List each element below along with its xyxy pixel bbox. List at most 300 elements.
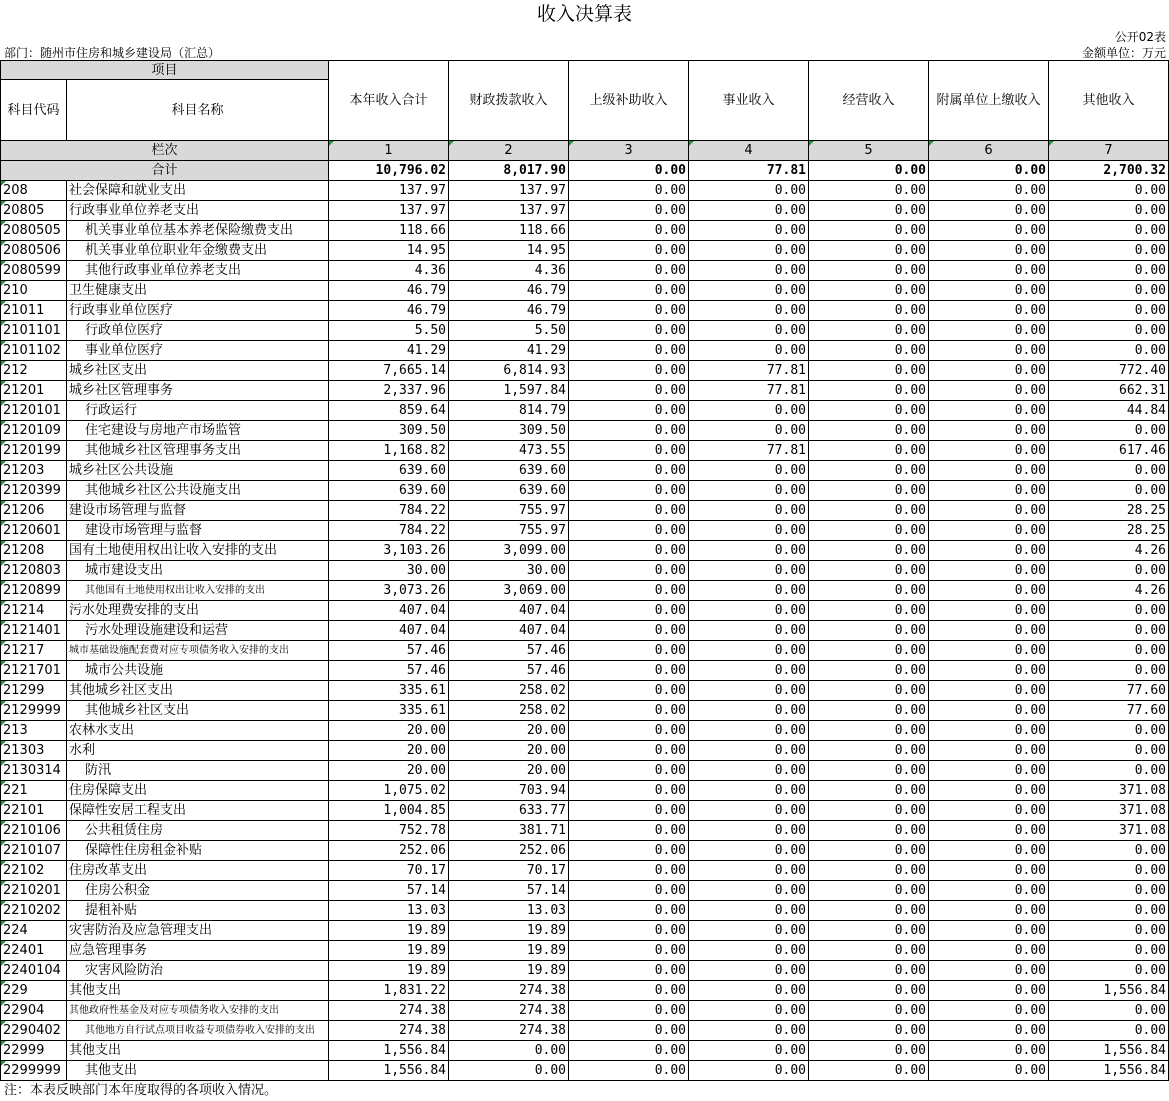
row-value-6: 0.00 [929,721,1049,741]
row-value-6: 0.00 [929,681,1049,701]
row-value-1: 274.38 [329,1021,449,1041]
header-item: 项目 [0,60,329,80]
row-code: 2120803 [0,561,67,581]
header-name: 科目名称 [67,80,329,141]
row-value-5: 0.00 [809,1061,929,1081]
lanci-label: 栏次 [0,141,329,161]
row-value-3: 0.00 [569,501,689,521]
row-value-7: 0.00 [1049,301,1169,321]
row-value-6: 0.00 [929,281,1049,301]
row-value-1: 19.89 [329,941,449,961]
row-value-2: 633.77 [449,801,569,821]
report-title: 收入决算表 [536,3,632,25]
row-value-5: 0.00 [809,1021,929,1041]
row-value-2: 57.46 [449,641,569,661]
row-value-4: 77.81 [689,381,809,401]
cell-marker [1,921,6,926]
row-value-2: 19.89 [449,961,569,981]
cell-marker [1,721,6,726]
row-value-4: 0.00 [689,821,809,841]
row-value-7: 0.00 [1049,1001,1169,1021]
row-value-6: 0.00 [929,701,1049,721]
row-value-2: 3,069.00 [449,581,569,601]
cell-marker [1,861,6,866]
row-value-6: 0.00 [929,221,1049,241]
row-value-4: 0.00 [689,1021,809,1041]
row-value-1: 639.60 [329,481,449,501]
row-value-2: 381.71 [449,821,569,841]
cell-marker [1,621,6,626]
row-value-3: 0.00 [569,401,689,421]
row-value-7: 0.00 [1049,761,1169,781]
cell-marker [1,1061,6,1066]
row-value-4: 0.00 [689,241,809,261]
row-value-4: 0.00 [689,281,809,301]
row-value-7: 0.00 [1049,961,1169,981]
row-value-7: 4.26 [1049,581,1169,601]
row-value-7: 0.00 [1049,181,1169,201]
unit-label: 金额单位：万元 [1081,46,1166,60]
row-value-3: 0.00 [569,861,689,881]
row-value-3: 0.00 [569,641,689,661]
row-value-6: 0.00 [929,1001,1049,1021]
cell-marker [929,141,934,146]
cell-marker [1,541,6,546]
row-value-7: 0.00 [1049,1021,1169,1041]
cell-marker [1,441,6,446]
cell-marker [1,321,6,326]
row-value-3: 0.00 [569,421,689,441]
total-value-6: 0.00 [929,161,1049,181]
cell-marker [1,681,6,686]
row-value-4: 0.00 [689,1061,809,1081]
row-value-4: 0.00 [689,621,809,641]
row-value-4: 0.00 [689,401,809,421]
row-value-7: 0.00 [1049,901,1169,921]
row-name: 城市公共设施 [67,661,329,681]
row-value-6: 0.00 [929,561,1049,581]
row-value-2: 755.97 [449,521,569,541]
row-value-6: 0.00 [929,261,1049,281]
row-value-2: 274.38 [449,1001,569,1021]
row-value-4: 0.00 [689,461,809,481]
row-value-5: 0.00 [809,181,929,201]
row-name: 卫生健康支出 [67,281,329,301]
row-value-3: 0.00 [569,221,689,241]
cell-marker [1,181,6,186]
row-code: 2240104 [0,961,67,981]
row-code: 229 [0,981,67,1001]
row-value-6: 0.00 [929,441,1049,461]
row-value-6: 0.00 [929,421,1049,441]
row-name: 其他国有土地使用权出让收入安排的支出 [67,581,329,601]
row-value-4: 0.00 [689,261,809,281]
row-value-6: 0.00 [929,541,1049,561]
row-value-6: 0.00 [929,181,1049,201]
row-value-5: 0.00 [809,301,929,321]
row-value-1: 335.61 [329,701,449,721]
header-col-4: 事业收入 [689,60,809,141]
row-value-1: 41.29 [329,341,449,361]
total-value-1: 10,796.02 [329,161,449,181]
row-value-6: 0.00 [929,881,1049,901]
row-value-1: 274.38 [329,1001,449,1021]
row-value-5: 0.00 [809,401,929,421]
row-value-1: 639.60 [329,461,449,481]
cell-marker [1,741,6,746]
cell-marker [1,521,6,526]
row-value-5: 0.00 [809,961,929,981]
row-value-3: 0.00 [569,241,689,261]
row-value-4: 0.00 [689,921,809,941]
header-col-6: 附属单位上缴收入 [929,60,1049,141]
header-col-5: 经营收入 [809,60,929,141]
cell-marker [1,581,6,586]
row-value-6: 0.00 [929,821,1049,841]
row-value-7: 0.00 [1049,841,1169,861]
row-value-1: 252.06 [329,841,449,861]
cell-marker [1,701,6,706]
row-value-7: 0.00 [1049,741,1169,761]
row-value-1: 1,075.02 [329,781,449,801]
row-value-3: 0.00 [569,901,689,921]
total-value-7: 2,700.32 [1049,161,1169,181]
row-value-6: 0.00 [929,381,1049,401]
row-value-7: 371.08 [1049,781,1169,801]
cell-marker [1,241,6,246]
cell-marker [1,1001,6,1006]
row-value-4: 0.00 [689,421,809,441]
cell-marker [1,841,6,846]
row-value-1: 137.97 [329,201,449,221]
row-value-3: 0.00 [569,1041,689,1061]
income-table [0,60,1169,1080]
row-value-3: 0.00 [569,201,689,221]
cell-marker [1049,141,1054,146]
row-value-6: 0.00 [929,641,1049,661]
row-value-5: 0.00 [809,641,929,661]
row-value-4: 0.00 [689,581,809,601]
cell-marker [1,201,6,206]
row-value-2: 274.38 [449,1021,569,1041]
row-value-2: 6,814.93 [449,361,569,381]
row-value-5: 0.00 [809,721,929,741]
row-code: 2120199 [0,441,67,461]
row-value-2: 755.97 [449,501,569,521]
row-value-4: 0.00 [689,221,809,241]
row-name: 城乡社区管理事务 [67,381,329,401]
row-value-3: 0.00 [569,561,689,581]
row-code: 2120899 [0,581,67,601]
row-code: 2210201 [0,881,67,901]
cell-marker [1,761,6,766]
row-name: 住房改革支出 [67,861,329,881]
row-value-2: 19.89 [449,921,569,941]
row-value-2: 407.04 [449,601,569,621]
row-value-7: 0.00 [1049,641,1169,661]
cell-marker [1,501,6,506]
row-name: 城乡社区公共设施 [67,461,329,481]
row-value-5: 0.00 [809,1001,929,1021]
row-value-5: 0.00 [809,761,929,781]
row-value-1: 20.00 [329,761,449,781]
row-value-4: 0.00 [689,641,809,661]
row-value-2: 703.94 [449,781,569,801]
cell-marker [1,1041,6,1046]
row-value-5: 0.00 [809,801,929,821]
cell-marker [1,381,6,386]
row-value-3: 0.00 [569,721,689,741]
row-value-3: 0.00 [569,521,689,541]
cell-marker [1,801,6,806]
cell-marker [449,141,454,146]
lanci-col-4: 4 [689,141,809,161]
row-name: 城乡社区支出 [67,361,329,381]
row-value-4: 0.00 [689,841,809,861]
row-value-1: 309.50 [329,421,449,441]
row-value-2: 46.79 [449,281,569,301]
cell-marker [1,1021,6,1026]
lanci-col-1: 1 [329,141,449,161]
row-value-7: 0.00 [1049,941,1169,961]
row-value-7: 44.84 [1049,401,1169,421]
row-value-3: 0.00 [569,681,689,701]
cell-marker [1,601,6,606]
row-name: 污水处理设施建设和运营 [67,621,329,641]
row-value-4: 0.00 [689,1001,809,1021]
row-value-2: 3,099.00 [449,541,569,561]
row-value-7: 0.00 [1049,321,1169,341]
row-code: 2130314 [0,761,67,781]
row-code: 2120601 [0,521,67,541]
row-code: 2080505 [0,221,67,241]
row-value-3: 0.00 [569,261,689,281]
lanci-col-7: 7 [1049,141,1169,161]
row-value-7: 0.00 [1049,921,1169,941]
row-value-7: 0.00 [1049,881,1169,901]
row-value-4: 0.00 [689,181,809,201]
row-value-5: 0.00 [809,581,929,601]
row-value-2: 252.06 [449,841,569,861]
row-value-2: 1,597.84 [449,381,569,401]
row-value-3: 0.00 [569,781,689,801]
row-name: 其他支出 [67,1041,329,1061]
row-value-3: 0.00 [569,181,689,201]
row-code: 2121701 [0,661,67,681]
row-value-4: 0.00 [689,701,809,721]
row-value-5: 0.00 [809,441,929,461]
row-value-1: 20.00 [329,741,449,761]
row-value-7: 1,556.84 [1049,1041,1169,1061]
row-value-7: 0.00 [1049,621,1169,641]
row-value-7: 662.31 [1049,381,1169,401]
row-value-1: 20.00 [329,721,449,741]
row-name: 其他城乡社区公共设施支出 [67,481,329,501]
row-value-2: 0.00 [449,1061,569,1081]
row-name: 社会保障和就业支出 [67,181,329,201]
row-value-6: 0.00 [929,301,1049,321]
row-code: 208 [0,181,67,201]
row-value-2: 118.66 [449,221,569,241]
row-value-3: 0.00 [569,581,689,601]
row-value-3: 0.00 [569,1061,689,1081]
row-value-4: 0.00 [689,521,809,541]
row-value-3: 0.00 [569,761,689,781]
row-value-5: 0.00 [809,261,929,281]
row-value-2: 137.97 [449,181,569,201]
row-value-3: 0.00 [569,321,689,341]
row-name: 防汛 [67,761,329,781]
row-name: 其他地方自行试点项目收益专项债券收入安排的支出 [67,1021,329,1041]
row-value-5: 0.00 [809,781,929,801]
row-value-1: 3,073.26 [329,581,449,601]
row-value-6: 0.00 [929,501,1049,521]
row-code: 21203 [0,461,67,481]
row-value-7: 0.00 [1049,661,1169,681]
row-code: 2101102 [0,341,67,361]
row-value-7: 0.00 [1049,341,1169,361]
row-code: 2290402 [0,1021,67,1041]
row-code: 2120109 [0,421,67,441]
row-code: 2129999 [0,701,67,721]
row-value-2: 309.50 [449,421,569,441]
row-value-6: 0.00 [929,901,1049,921]
header-col-7: 其他收入 [1049,60,1169,141]
row-value-7: 0.00 [1049,281,1169,301]
row-value-6: 0.00 [929,1041,1049,1061]
row-value-3: 0.00 [569,601,689,621]
row-value-4: 0.00 [689,561,809,581]
row-value-4: 0.00 [689,341,809,361]
row-value-4: 0.00 [689,541,809,561]
row-value-1: 752.78 [329,821,449,841]
row-value-4: 0.00 [689,321,809,341]
row-value-4: 0.00 [689,941,809,961]
row-value-6: 0.00 [929,341,1049,361]
row-code: 2210107 [0,841,67,861]
row-value-7: 0.00 [1049,461,1169,481]
row-name: 提租补贴 [67,901,329,921]
row-value-2: 57.14 [449,881,569,901]
row-value-1: 407.04 [329,601,449,621]
row-name: 其他行政事业单位养老支出 [67,261,329,281]
row-value-7: 0.00 [1049,261,1169,281]
row-value-4: 0.00 [689,961,809,981]
row-value-5: 0.00 [809,561,929,581]
row-value-2: 814.79 [449,401,569,421]
row-value-1: 57.14 [329,881,449,901]
row-value-7: 0.00 [1049,241,1169,261]
row-value-1: 57.46 [329,641,449,661]
row-value-5: 0.00 [809,281,929,301]
row-value-2: 20.00 [449,721,569,741]
footnote: 注：本表反映部门本年度取得的各项收入情况。 [4,1083,278,1098]
cell-marker [1,361,6,366]
row-code: 21303 [0,741,67,761]
cell-marker [1,401,6,406]
row-value-6: 0.00 [929,621,1049,641]
row-value-1: 859.64 [329,401,449,421]
row-value-5: 0.00 [809,1041,929,1061]
row-value-5: 0.00 [809,241,929,261]
row-value-4: 0.00 [689,661,809,681]
row-value-5: 0.00 [809,201,929,221]
row-value-1: 335.61 [329,681,449,701]
row-value-5: 0.00 [809,981,929,1001]
row-value-1: 118.66 [329,221,449,241]
row-value-3: 0.00 [569,841,689,861]
row-value-1: 1,168.82 [329,441,449,461]
row-value-5: 0.00 [809,341,929,361]
form-number: 公开02表 [1114,30,1166,44]
cell-marker [809,141,814,146]
row-value-5: 0.00 [809,421,929,441]
row-value-5: 0.00 [809,521,929,541]
row-code: 22999 [0,1041,67,1061]
row-value-7: 1,556.84 [1049,1061,1169,1081]
row-value-3: 0.00 [569,281,689,301]
row-value-3: 0.00 [569,661,689,681]
row-value-6: 0.00 [929,761,1049,781]
row-value-3: 0.00 [569,741,689,761]
row-value-6: 0.00 [929,581,1049,601]
cell-marker [1,961,6,966]
cell-marker [569,141,574,146]
row-value-1: 13.03 [329,901,449,921]
cell-marker [1,421,6,426]
row-value-5: 0.00 [809,481,929,501]
lanci-col-2: 2 [449,141,569,161]
row-code: 22904 [0,1001,67,1021]
row-value-5: 0.00 [809,661,929,681]
row-value-1: 407.04 [329,621,449,641]
row-name: 行政事业单位医疗 [67,301,329,321]
row-code: 2120399 [0,481,67,501]
row-value-2: 0.00 [449,1041,569,1061]
cell-marker [689,141,694,146]
row-code: 21299 [0,681,67,701]
row-value-3: 0.00 [569,381,689,401]
row-value-1: 3,103.26 [329,541,449,561]
row-value-3: 0.00 [569,621,689,641]
row-code: 20805 [0,201,67,221]
row-name: 建设市场管理与监督 [67,501,329,521]
row-value-1: 784.22 [329,521,449,541]
row-value-6: 0.00 [929,841,1049,861]
row-value-1: 1,556.84 [329,1041,449,1061]
cell-marker [1,461,6,466]
row-value-3: 0.00 [569,981,689,1001]
total-label: 合计 [0,161,329,181]
row-value-1: 137.97 [329,181,449,201]
row-value-2: 639.60 [449,481,569,501]
lanci-col-3: 3 [569,141,689,161]
row-value-1: 1,556.84 [329,1061,449,1081]
row-value-5: 0.00 [809,741,929,761]
row-name: 灾害风险防治 [67,961,329,981]
row-value-5: 0.00 [809,541,929,561]
row-value-6: 0.00 [929,1061,1049,1081]
row-value-4: 0.00 [689,901,809,921]
row-code: 2210202 [0,901,67,921]
row-value-6: 0.00 [929,321,1049,341]
row-value-1: 70.17 [329,861,449,881]
row-value-6: 0.00 [929,481,1049,501]
row-value-1: 784.22 [329,501,449,521]
cell-marker [1,261,6,266]
row-value-2: 19.89 [449,941,569,961]
row-code: 2299999 [0,1061,67,1081]
